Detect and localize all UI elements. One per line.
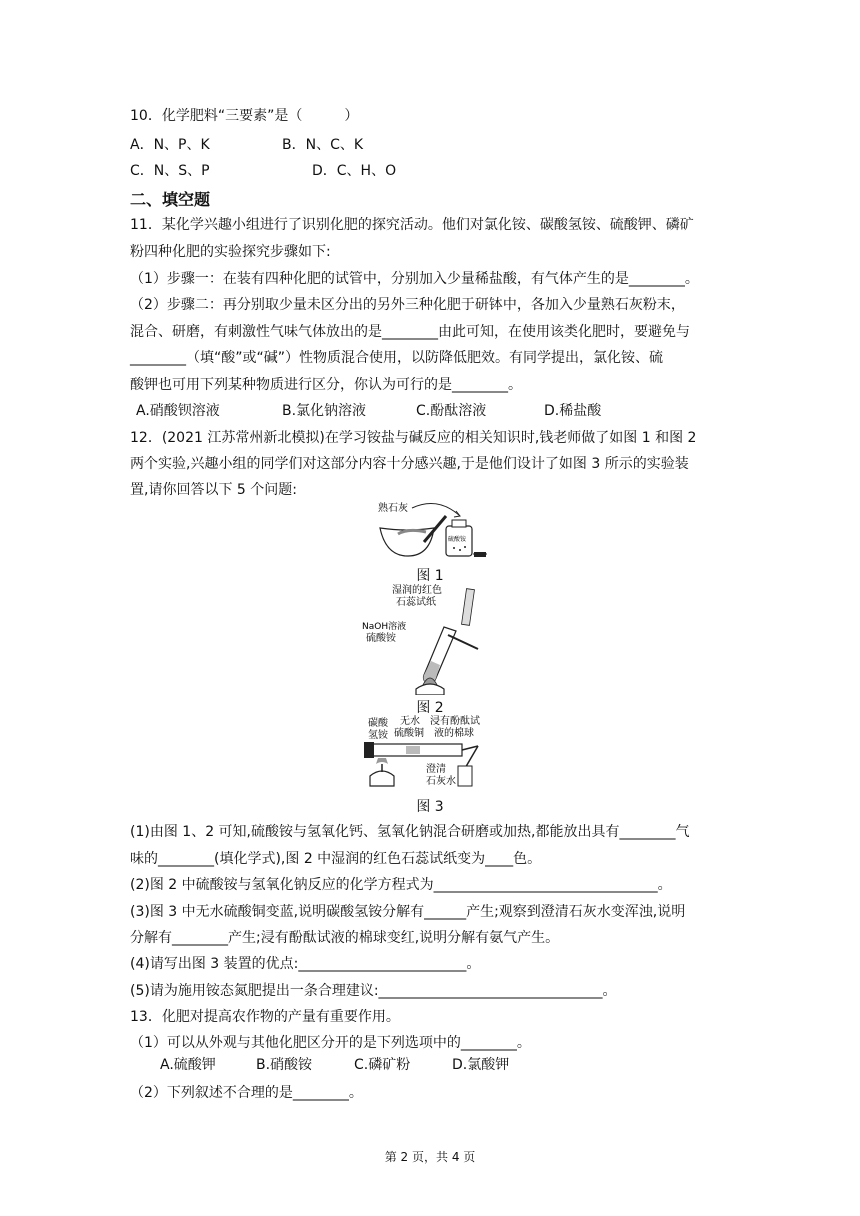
q11-line-1: 11．某化学兴趣小组进行了识别化肥的探究活动。他们对氯化铵、碳酸氢铵、硫酸钾、磷矿 xyxy=(130,217,694,233)
q11-line-7: 酸钾也可用下列某种物质进行区分，你认为可行的是________。 xyxy=(130,377,522,393)
fig3-label-a2: 氢铵 xyxy=(368,730,388,741)
q12-part-3b: 分解有________产生;浸有酚酞试液的棉球变红,说明分解有氨气产生。 xyxy=(130,930,560,946)
q11-option-b: B.氯化钠溶液 xyxy=(282,403,367,419)
q11-option-a: A.硝酸钡溶液 xyxy=(136,403,220,419)
figure-2-test-tube-illustration xyxy=(360,583,490,695)
fig2-label-paper-2: 石蕊试纸 xyxy=(396,597,436,608)
q12-part-3a: (3)图 3 中无水硫酸铜变蓝,说明碳酸氢铵分解有______产生;观察到澄清石灰水变浑浊,说明 xyxy=(130,904,686,920)
figure-3-apparatus-illustration xyxy=(360,714,510,794)
q10-option-a: A．N、P、K xyxy=(130,137,210,153)
q13-option-c: C.磷矿粉 xyxy=(354,1057,411,1073)
q12-part-2: (2)图 2 中硫酸铵与氢氧化钠反应的化学方程式为________________________________。 xyxy=(130,877,672,893)
figure-1-caption: 图 1 xyxy=(416,568,444,584)
q10-option-c: C．N、S、P xyxy=(130,163,210,179)
fig2-label-sol-1: NaOH溶液 xyxy=(362,622,407,632)
fig3-label-a1: 碳酸 xyxy=(368,718,388,729)
q11-line-4: （2）步骤二：再分别取少量未区分出的另外三种化肥于研钵中，各加入少量熟石灰粉末， xyxy=(130,297,685,313)
q13-sub-2: （2）下列叙述不合理的是________。 xyxy=(130,1085,363,1101)
q11-line-6: ________（填“酸”或“碱”）性物质混合使用，以防降低肥效。有同学提出，氯化铵、硫 xyxy=(130,350,664,366)
q13-option-b: B.硝酸铵 xyxy=(256,1057,313,1073)
q12-line-3: 置,请你回答以下 5 个问题: xyxy=(130,482,297,498)
q12-part-1b: 味的________(填化学式),图 2 中湿润的红色石蕊试纸变为____色。 xyxy=(130,851,542,867)
q12-part-4: (4)请写出图 3 装置的优点:________________________。 xyxy=(130,956,481,972)
fig1-label-lime: 熟石灰 xyxy=(378,503,408,514)
q13-option-d: D.氯酸钾 xyxy=(452,1057,510,1073)
q12-part-1a: (1)由图 1、2 可知,硫酸铵与氢氧化钙、氢氧化钠混合研磨或加热,都能放出具有________气 xyxy=(130,824,690,840)
q10-stem: 10．化学肥料“三要素”是（ ） xyxy=(130,108,359,124)
q11-line-5: 混合、研磨，有刺激性气味气体放出的是________由此可知，在使用该类化肥时，要避免与 xyxy=(130,324,690,340)
q12-part-5: (5)请为施用铵态氮肥提出一条合理建议:________________________________。 xyxy=(130,983,617,999)
fig2-label-paper-1: 湿润的红色 xyxy=(392,585,442,596)
fig2-label-sol-2: 硫酸铵 xyxy=(366,633,396,644)
q13-sub-1: （1）可以从外观与其他化肥区分开的是下列选项中的________。 xyxy=(130,1035,531,1051)
fig3-label-b2: 硫酸铜 xyxy=(394,728,424,739)
q10-option-d: D．C、H、O xyxy=(312,163,397,179)
figure-3-caption: 图 3 xyxy=(416,799,444,815)
figure-1-mortar-illustration xyxy=(368,498,498,562)
section-title-fill-blank: 二、填空题 xyxy=(130,190,211,209)
figure-2-caption: 图 2 xyxy=(416,700,444,716)
fig3-label-d1: 澄清 xyxy=(426,764,446,775)
q12-line-1: 12．(2021 江苏常州新北模拟)在学习铵盐与碱反应的相关知识时,钱老师做了如图 1 和图 2 xyxy=(130,430,697,446)
q13-option-a: A.硫酸钾 xyxy=(160,1057,216,1073)
q11-line-3: （1）步骤一：在装有四种化肥的试管中，分别加入少量稀盐酸，有气体产生的是________。 xyxy=(130,271,699,287)
q11-option-d: D.稀盐酸 xyxy=(544,403,602,419)
page-number-footer: 第 2 页，共 4 页 xyxy=(384,1150,476,1164)
q10-option-b: B．N、C、K xyxy=(282,137,364,153)
fig1-label-bottle: 硫酸铵 xyxy=(448,536,467,543)
q11-line-2: 粉四种化肥的实验探究步骤如下: xyxy=(130,244,331,260)
fig3-label-c1: 浸有酚酞试 xyxy=(430,716,480,727)
fig3-label-b1: 无水 xyxy=(400,716,420,727)
q12-line-2: 两个实验,兴趣小组的同学们对这部分内容十分感兴趣,于是他们设计了如图 3 所示的实验装 xyxy=(130,456,689,472)
q13-stem: 13．化肥对提高农作物的产量有重要作用。 xyxy=(130,1009,400,1025)
fig3-label-d2: 石灰水 xyxy=(426,776,456,787)
fig3-label-c2: 液的棉球 xyxy=(434,728,474,739)
q11-option-c: C.酚酞溶液 xyxy=(416,403,487,419)
